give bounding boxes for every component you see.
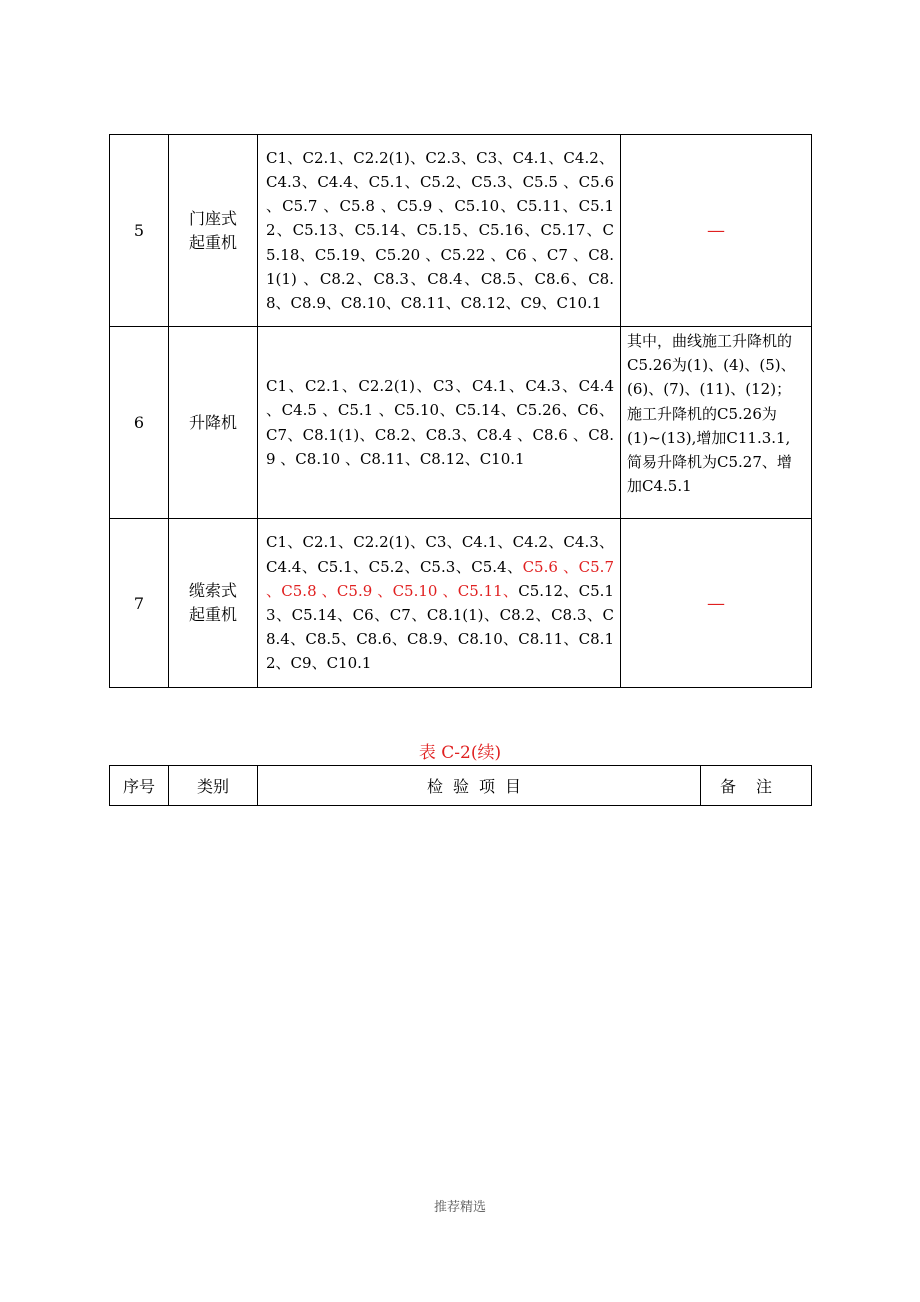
table-caption: 表 C-2(续) — [418, 743, 502, 763]
row-number: 5 — [110, 135, 169, 327]
items-text: C5.12、C5.13、C5.14、C6、C7、C8.1(1)、C8.2、C8.3、C8.4、C8.5、C8.6、C8.9、C8.10、C8.11、C8.12、C9、C10.1 — [266, 581, 614, 673]
row-number: 7 — [110, 519, 169, 688]
category-line: 缆索式 — [188, 581, 237, 600]
inspection-table — [109, 134, 812, 688]
table-row — [110, 327, 812, 519]
header-items: 检验项目 — [258, 766, 701, 806]
header-category: 类别 — [169, 766, 258, 806]
items-text: C1、C2.1、C2.2(1)、C3、C4.1、C4.2、C4.3、C4.4、C5.1、C5.2、C5.3、C5.4、 — [266, 533, 614, 576]
table-header — [109, 765, 812, 806]
row-note — [621, 135, 812, 327]
row-number: 6 — [110, 327, 169, 519]
note-dash: — — [707, 592, 725, 614]
row-items: C1、C2.1、C2.2(1)、C3、C4.1、C4.3、C4.4 、C4.5 、C5.1 、C5.10、C5.14、C5.26、C6、C7、C8.1(1)、C8.2、C8.3、C8.4 、C8.6 、C8.9 、C8.10 、C8.11、C8.12、C10.1 — [258, 327, 621, 519]
category-line: 门座式 — [188, 208, 237, 228]
header-row — [110, 766, 812, 806]
category-line: 升降机 — [188, 412, 237, 432]
category-line: 起重机 — [188, 605, 237, 624]
header-note: 备注 — [701, 766, 812, 806]
items-text-highlighted: C5.6 、C5.7 、C5.8 、C5.9 、C5.10 、C5.11、 — [266, 557, 614, 600]
category-line: 起重机 — [188, 232, 237, 252]
row-category — [169, 519, 258, 688]
table-row — [110, 135, 812, 327]
row-note: 其中，曲线施工升降机的C5.26为(1)、(4)、(5)、(6)、(7)、(11)、(12)；施工升降机的C5.26为(1)~(13),增加C11.3.1,简易升降机为C5.27、增加C4.5.1 — [621, 327, 812, 519]
row-items: C1、C2.1、C2.2(1)、C2.3、C3、C4.1、C4.2、C4.3、C4.4、C5.1、C5.2、C5.3、C5.5 、C5.6 、C5.7 、C5.8 、C5.9 、C5.10、C5.11、C5.12、C5.13、C5.14、C5.15、C5.16、C5.17、C5.18、C5.19、C5.20 、C5.22 、C6 、C7 、C8.1(1) 、C8.2、C8.3、C8.4、C8.5、C8.6、C8.8、C8.9、C8.10、C8.11、C8.12、C9、C10.1 — [258, 135, 621, 327]
row-items — [258, 519, 621, 688]
table-row — [110, 519, 812, 688]
page-footer: 推荐精选 — [433, 1200, 486, 1215]
note-dash: — — [707, 220, 725, 241]
row-category — [169, 327, 258, 519]
row-note — [621, 519, 812, 688]
row-category — [169, 135, 258, 327]
header-number: 序号 — [110, 766, 169, 806]
